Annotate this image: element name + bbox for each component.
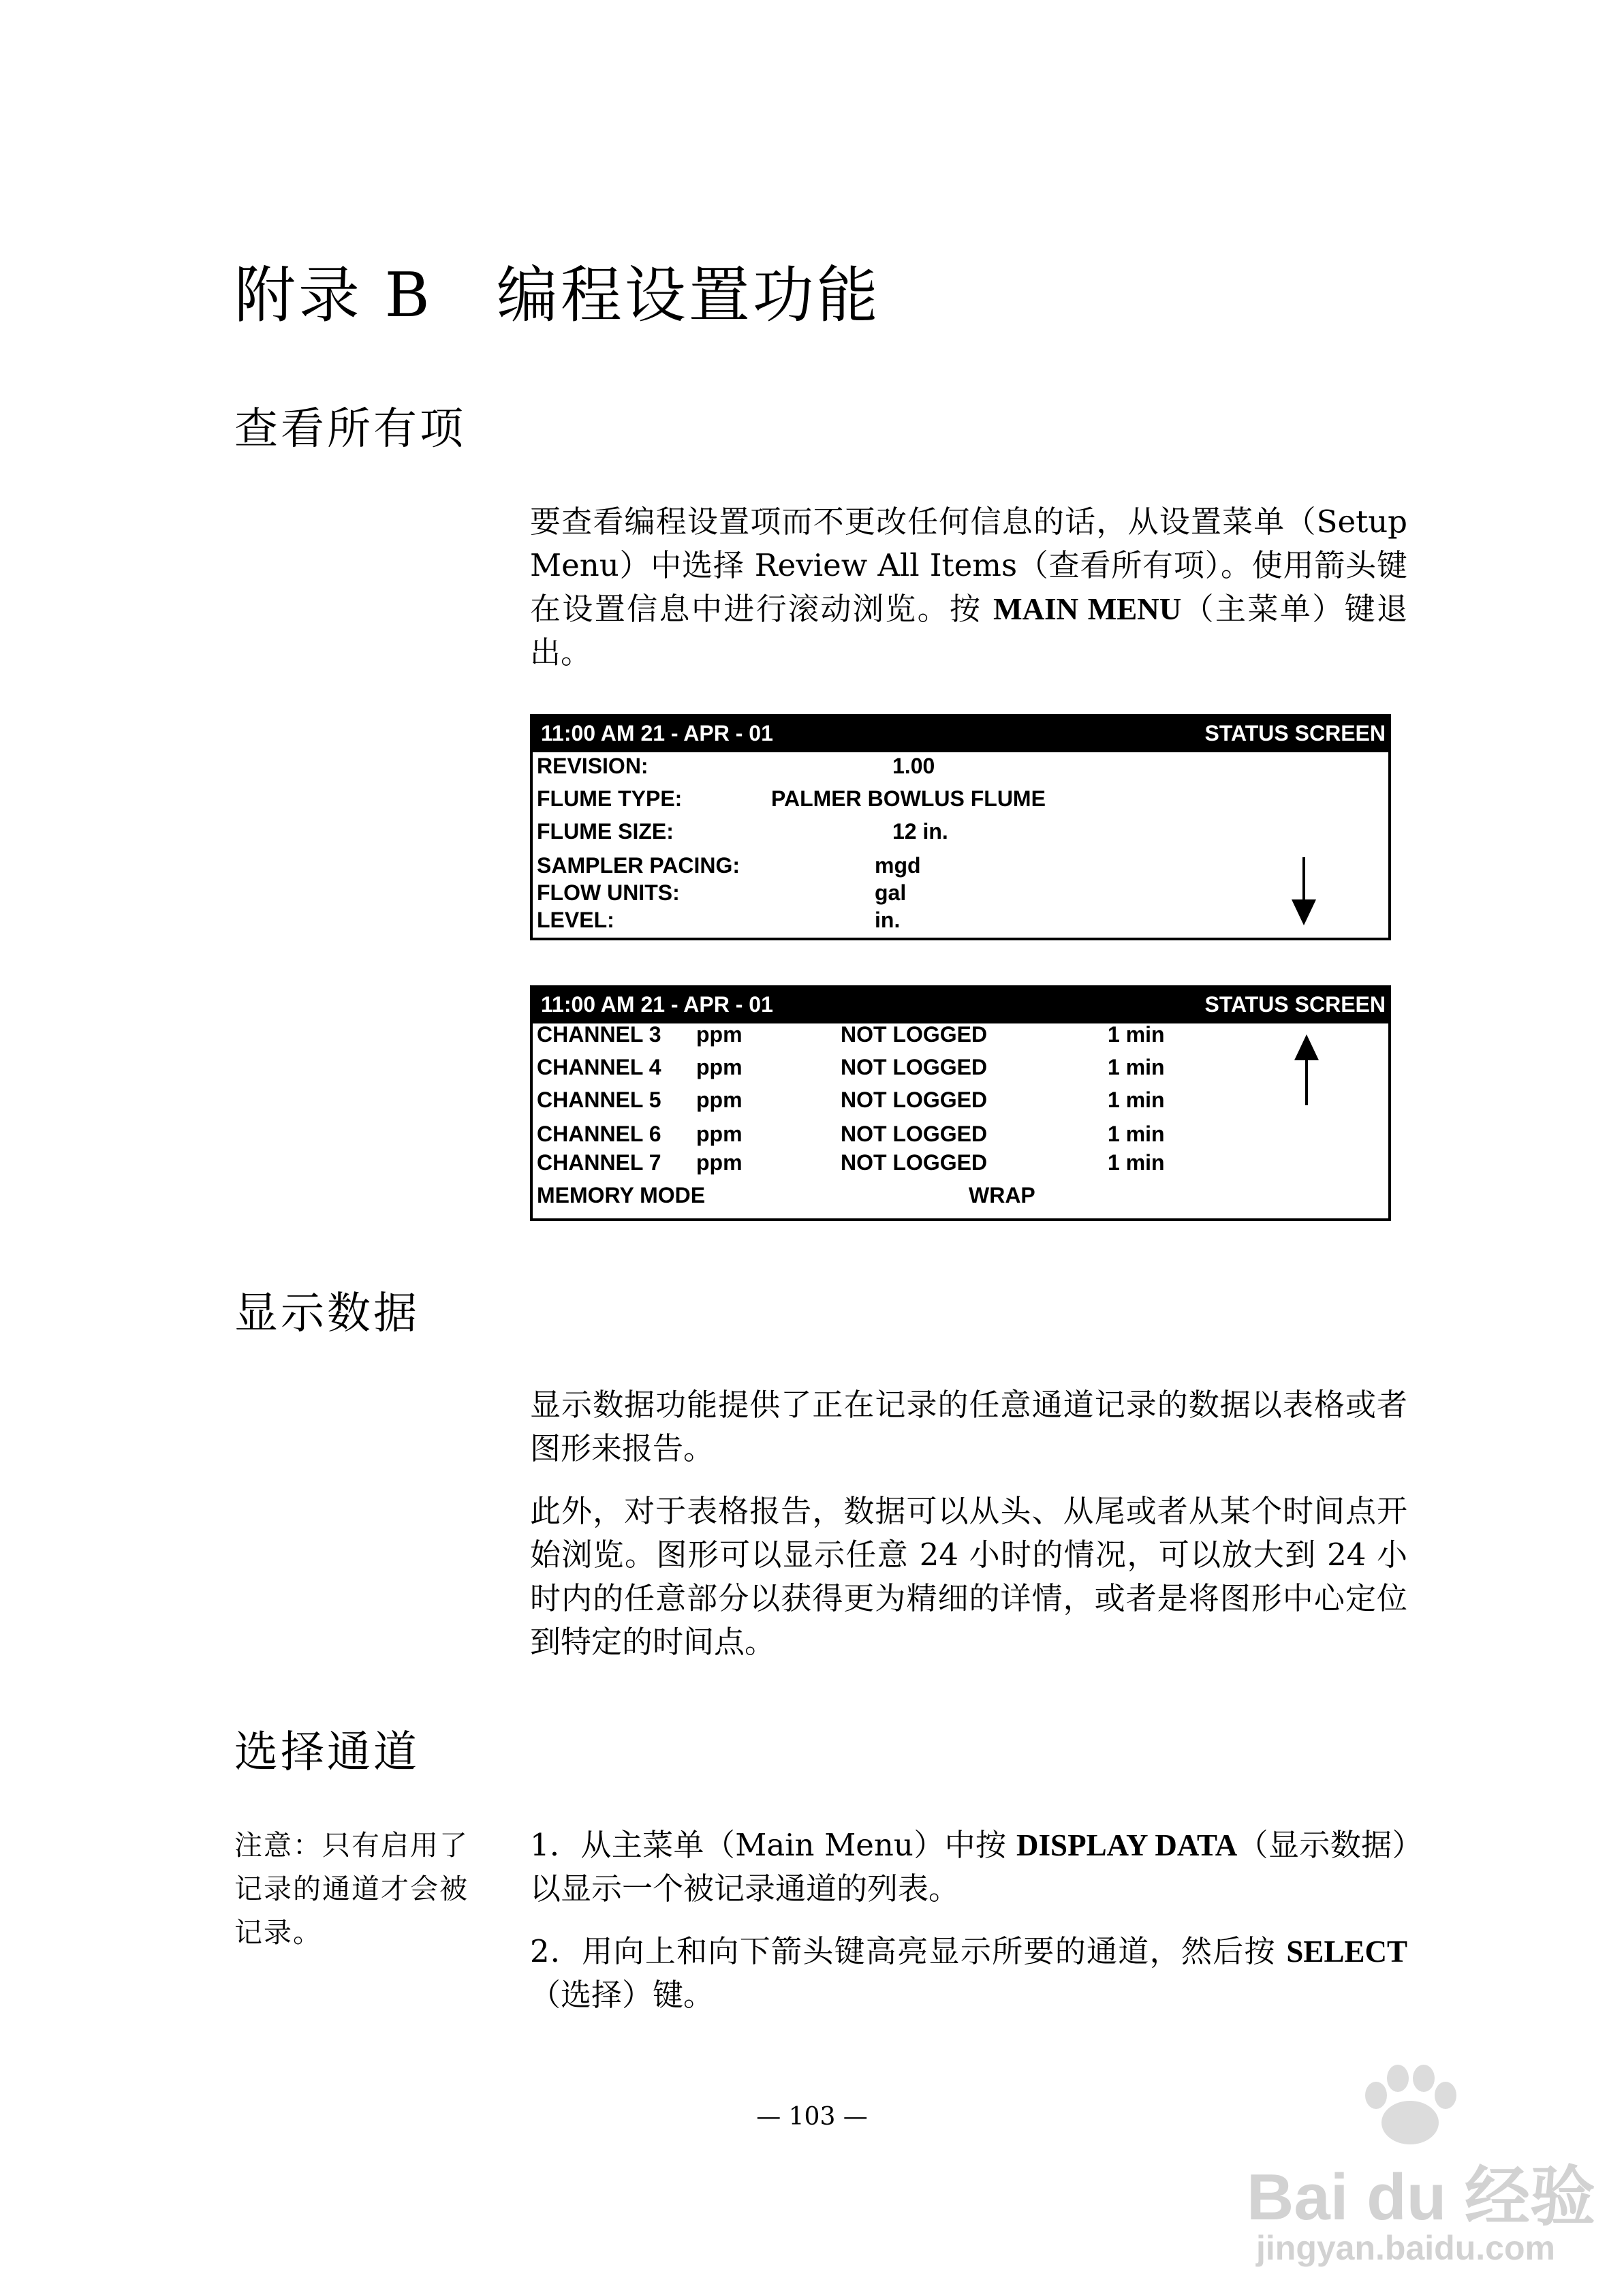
- channel-row: [537, 1021, 1388, 1048]
- channel-row: [537, 1053, 1388, 1081]
- arrow-down-icon: [1290, 857, 1317, 925]
- channel-interval: 1 min: [1108, 1122, 1165, 1146]
- display-data-paragraph-2: 此外，对于表格报告，数据可以从头、从尾或者从某个时间点开始浏览。图形可以显示任意 24 小时的情况，可以放大到 24 小时内的任意部分以获得更为精细的详情，或者是将图形中心定位到特定的时间点。: [530, 1493, 1407, 1660]
- channel-status: NOT LOGGED: [841, 1022, 988, 1047]
- row-value: gal: [875, 880, 907, 905]
- status-screen-1: [530, 714, 1391, 940]
- screen-label: STATUS SCREEN: [1204, 721, 1386, 745]
- channel-unit: ppm: [696, 1055, 743, 1079]
- review-all-paragraph: [530, 500, 1407, 675]
- screen-row: [537, 906, 1388, 934]
- channel-interval: 1 min: [1108, 1055, 1165, 1079]
- channel-unit: ppm: [696, 1150, 743, 1175]
- channel-status: NOT LOGGED: [841, 1088, 988, 1112]
- screen-row: [537, 752, 1388, 780]
- channel-row: [537, 1086, 1388, 1113]
- channel-row: [537, 1120, 1388, 1148]
- screen-label: STATUS SCREEN: [1204, 992, 1386, 1017]
- review-text-c: （主菜单）键退出。: [530, 591, 1407, 671]
- row-value: PALMER BOWLUS FLUME: [771, 786, 1046, 811]
- select-key: SELECT: [1286, 1935, 1407, 1969]
- channel-name: CHANNEL 3: [537, 1022, 661, 1047]
- screen-row: [537, 852, 1388, 879]
- main-menu-key: MAIN MENU: [993, 592, 1182, 626]
- channel-unit: ppm: [696, 1022, 743, 1047]
- step-2-text-c: （选择）键。: [530, 1977, 715, 2013]
- status-screen-2: [530, 985, 1391, 1221]
- side-note: 注意：只有启用了记录的通道才会被记录。: [234, 1829, 469, 1949]
- channel-unit: ppm: [696, 1088, 743, 1112]
- memory-mode-row: [537, 1182, 1388, 1209]
- channel-interval: 1 min: [1108, 1022, 1165, 1047]
- status-bar: [533, 988, 1388, 1023]
- section-heading-review-all: 查看所有项: [234, 404, 466, 455]
- arrow-up-icon: [1293, 1034, 1320, 1105]
- row-value: 1.00: [892, 754, 935, 778]
- display-data-paragraph-1: 显示数据功能提供了正在记录的任意通道记录的数据以表格或者图形来报告。: [530, 1387, 1407, 1466]
- screen-time: 11:00 AM 21 - APR - 01: [541, 721, 773, 745]
- watermark-brand: Bai du 经验: [1247, 2161, 1596, 2234]
- channel-name: CHANNEL 4: [537, 1055, 661, 1079]
- paw-icon: [1342, 2058, 1478, 2146]
- channel-interval: 1 min: [1108, 1150, 1165, 1175]
- channel-name: CHANNEL 5: [537, 1088, 661, 1112]
- baidu-watermark: [1247, 2058, 1596, 2283]
- step-1-text-a: 1．从主菜单（Main Menu）中按: [530, 1827, 1017, 1863]
- memory-mode-value: WRAP: [969, 1183, 1035, 1207]
- channel-unit: ppm: [696, 1122, 743, 1146]
- row-value: in.: [875, 908, 901, 932]
- screen-row: [537, 785, 1388, 812]
- channel-name: CHANNEL 7: [537, 1150, 661, 1175]
- channel-status: NOT LOGGED: [841, 1122, 988, 1146]
- step-2-text-a: 2．用向上和向下箭头键高亮显示所要的通道，然后按: [530, 1933, 1287, 1969]
- step-1: [530, 1823, 1407, 1911]
- screen-row: [537, 879, 1388, 906]
- status-bar: [533, 717, 1388, 752]
- section-heading-select-channel: 选择通道: [234, 1727, 420, 1778]
- screen-time: 11:00 AM 21 - APR - 01: [541, 992, 773, 1017]
- row-name: FLUME TYPE:: [537, 786, 683, 811]
- display-data-key: DISPLAY DATA: [1016, 1828, 1238, 1862]
- channel-interval: 1 min: [1108, 1088, 1165, 1112]
- screen-row: [537, 818, 1388, 845]
- row-name: SAMPLER PACING:: [537, 853, 740, 878]
- row-name: REVISION:: [537, 754, 649, 778]
- channel-name: CHANNEL 6: [537, 1122, 661, 1146]
- step-1-text-c: （显示数据）以显示一个被记录通道的列表。: [530, 1827, 1407, 1907]
- page-title: 附录 B 编程设置功能: [234, 260, 881, 331]
- row-value: mgd: [875, 853, 921, 878]
- watermark-url: jingyan.baidu.com: [1256, 2229, 1555, 2267]
- memory-mode-label: MEMORY MODE: [537, 1183, 706, 1207]
- review-text-a: 要查看编程设置项而不更改任何信息的话，从设置菜单（Setup Menu）中选择 Review All Items（查看所有项）。使用箭头键在设置信息中进行滚动浏览。按: [530, 504, 1407, 627]
- row-name: FLUME SIZE:: [537, 819, 674, 844]
- step-2: [530, 1930, 1407, 2017]
- channel-status: NOT LOGGED: [841, 1150, 988, 1175]
- row-value: 12 in.: [892, 819, 948, 844]
- page-number: — 103 —: [756, 2103, 868, 2131]
- channel-row: [537, 1149, 1388, 1176]
- row-name: LEVEL:: [537, 908, 614, 932]
- row-name: FLOW UNITS:: [537, 880, 680, 905]
- channel-status: NOT LOGGED: [841, 1055, 988, 1079]
- section-heading-display-data: 显示数据: [234, 1289, 420, 1339]
